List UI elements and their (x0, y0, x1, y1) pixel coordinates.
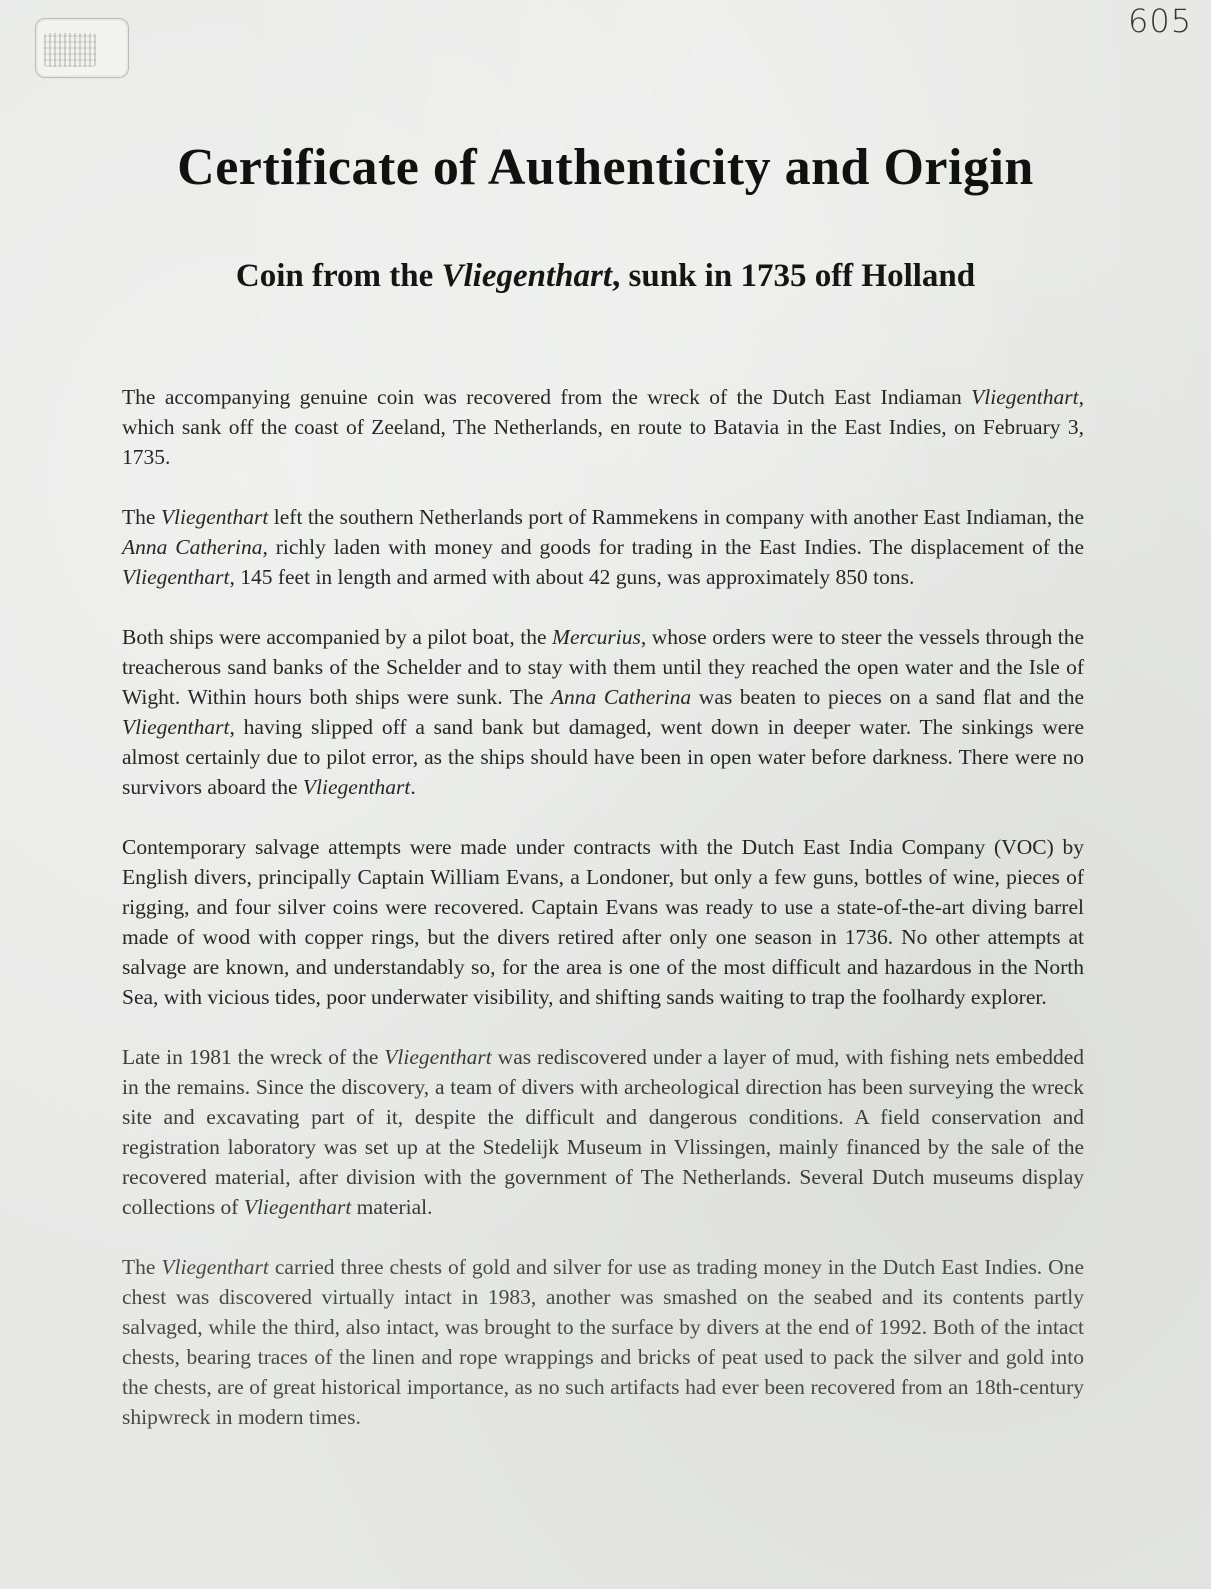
italic-name: Vliegenthart (122, 565, 230, 589)
italic-name: Vliegenthart (160, 505, 269, 529)
body-paragraph (122, 502, 1084, 592)
italic-name: Anna Catherina (122, 535, 263, 559)
italic-name: Anna Catherina (550, 685, 692, 709)
body-paragraph (122, 832, 1084, 1012)
text-run: , which sank off the coast of Zeeland, The Netherlands, en route to Batavia in the East Indies, on February 3, 1735. (122, 385, 1084, 469)
italic-name: Vliegenthart (161, 1255, 269, 1279)
body-paragraph (122, 622, 1084, 802)
text-run: , having slipped off a sand bank but damaged, went down in deeper water. The sinkings were almost certainly due to pilot error, as the ships should have been in open water before darkness. There were no survivors aboard the (122, 715, 1084, 799)
text-run: . (410, 775, 416, 799)
text-run: Both ships were accompanied by a pilot boat, the (122, 625, 553, 649)
body-paragraph (122, 382, 1084, 472)
sticker-stamp-mark (44, 33, 96, 67)
text-run: , whose orders were to steer the vessels through the treacherous sand banks of the Schelder and to stay with them until they reached the open water and the Isle of Wight. Within hours both ships were sunk. The (122, 625, 1084, 709)
subtitle-prefix: Coin from the (235, 258, 442, 294)
italic-name: Mercurius (552, 625, 641, 649)
text-run: The accompanying genuine coin was recovered from the wreck of the Dutch East Indiaman (122, 385, 972, 409)
subtitle-suffix: , sunk in 1735 off Holland (612, 258, 976, 294)
subtitle-ship-name: Vliegenthart (441, 258, 613, 294)
italic-name: Vliegenthart (302, 775, 411, 799)
italic-name: Vliegenthart (384, 1045, 492, 1069)
archive-sticker (35, 18, 129, 78)
certificate-title: Certificate of Authenticity and Origin (177, 139, 1034, 196)
certificate-subtitle (0, 258, 1211, 295)
text-run: Late in 1981 the wreck of the (122, 1045, 385, 1069)
italic-name: Vliegenthart (122, 715, 230, 739)
body-paragraph (122, 1252, 1084, 1432)
text-run: left the southern Netherlands port of Rammekens in company with another East Indiaman, the (268, 505, 1084, 529)
text-run: was beaten to pieces on a sand flat and the (691, 685, 1084, 709)
text-run: The (122, 1255, 162, 1279)
italic-name: Vliegenthart (243, 1195, 352, 1219)
italic-name: Vliegenthart (971, 385, 1079, 409)
text-run: carried three chests of gold and silver for use as trading money in the Dutch East Indies. One chest was discovered virtually intact in 1983, another was smashed on the seabed and its contents partly salvaged, while the third, also intact, was brought to the surface by divers at the end of 1992. Both of the intact chests, bearing traces of the linen and rope wrappings and bricks of peat used to pack the silver and gold into the chests, are of great historical importance, as no such artifacts had ever been recovered from an 18th-century shipwreck in modern times. (122, 1255, 1084, 1429)
text-run: material. (351, 1195, 433, 1219)
text-run: , 145 feet in length and armed with about 42 guns, was approximately 850 tons. (229, 565, 915, 589)
handwritten-number: 605 (1128, 2, 1193, 40)
text-run: was rediscovered under a layer of mud, with fishing nets embedded in the remains. Since the discovery, a team of divers with archeological direction has been surveying the wreck site and excavating part of it, despite the difficult and dangerous conditions. A field conservation and registration laboratory was set up at the Stedelijk Museum in Vlissingen, mainly financed by the sale of the recovered material, after division with the government of The Netherlands. Several Dutch museums display collections of (122, 1045, 1084, 1219)
body-paragraph (122, 1042, 1084, 1222)
certificate-body (122, 382, 1084, 1432)
text-run: The (122, 505, 161, 529)
text-run: , richly laden with money and goods for trading in the East Indies. The displacement of the (262, 535, 1084, 559)
text-run: Contemporary salvage attempts were made under contracts with the Dutch East India Company (VOC) by English divers, principally Captain William Evans, a Londoner, but only a few guns, bottles of wine, pieces of rigging, and four silver coins were recovered. Captain Evans was ready to use a state-of-the-art diving barrel made of wood with copper rings, but the divers retired after only one season in 1736. No other attempts at salvage are known, and understandably so, for the area is one of the most difficult and hazardous in the North Sea, with vicious tides, poor underwater visibility, and shifting sands waiting to trap the foolhardy explorer. (122, 835, 1084, 1009)
